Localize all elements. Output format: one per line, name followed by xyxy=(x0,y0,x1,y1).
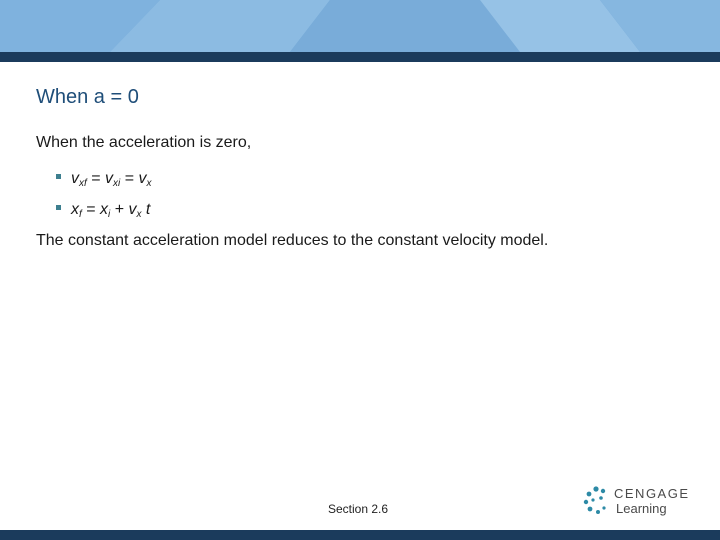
var-x: x xyxy=(71,201,79,218)
var-t: t xyxy=(141,201,151,218)
subscript-i: i xyxy=(108,209,111,220)
section-label: Section 2.6 xyxy=(328,502,389,516)
bullet-square-icon xyxy=(56,174,61,179)
logo-subwordmark: Learning xyxy=(616,501,667,516)
plus: + xyxy=(110,201,129,218)
banner-rule xyxy=(0,52,720,62)
bullet-square-icon xyxy=(56,205,61,210)
logo-wordmark: CENGAGE xyxy=(614,486,690,501)
cengage-logo xyxy=(582,484,692,520)
subscript-xf: xf xyxy=(79,178,87,189)
subscript-f: f xyxy=(79,209,82,220)
slide-title: When a = 0 xyxy=(36,86,139,108)
banner-graphic xyxy=(0,0,720,52)
summary-text: The constant acceleration model reduces to the constant velocity model. xyxy=(36,232,549,249)
subscript-xi: xi xyxy=(113,178,121,189)
footer-bar xyxy=(0,530,720,540)
subscript-x: x xyxy=(146,178,152,189)
var-v: v xyxy=(71,170,79,187)
equals: = xyxy=(120,170,139,187)
header-banner xyxy=(0,0,720,62)
var-v: v xyxy=(105,170,114,187)
equals: = xyxy=(86,170,106,187)
var-v: v xyxy=(138,170,147,187)
var-x: x xyxy=(100,201,109,218)
bullet-velocity-equation xyxy=(56,170,151,189)
subscript-x: x xyxy=(136,209,142,220)
intro-text: When the acceleration is zero, xyxy=(36,134,252,151)
equals: = xyxy=(81,201,101,218)
bullet-position-equation xyxy=(56,201,150,220)
cengage-dots-icon xyxy=(582,484,612,518)
var-v: v xyxy=(128,201,137,218)
